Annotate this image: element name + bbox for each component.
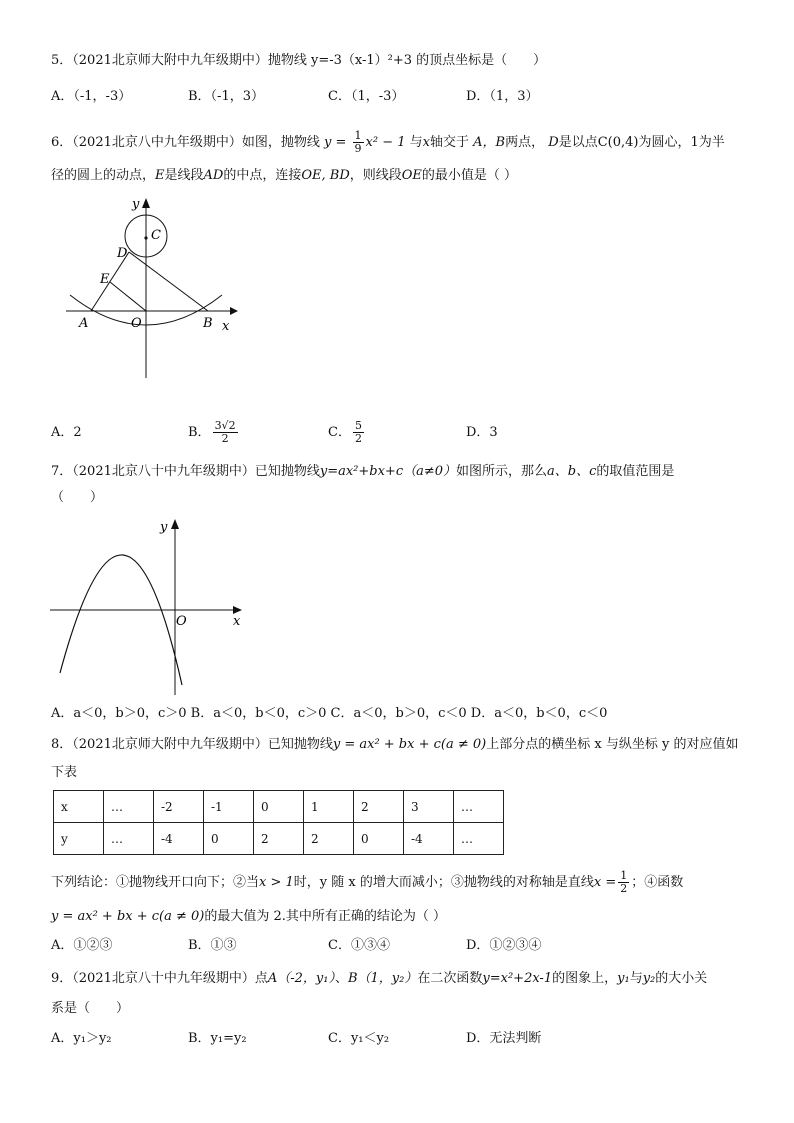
q9-option-b: B．y₁=y₂ xyxy=(188,1031,247,1046)
q8-conclusions: 下列结论：①抛物线开口向下；②当x > 1时，y 随 x 的增大而减小；③抛物线的对称轴是直线x = $\frac{1}{2}$ ；④函数 xyxy=(51,869,684,895)
q8-stem-line2: 下表 xyxy=(51,765,78,780)
q6-segment-bd xyxy=(129,252,208,311)
q6-option-d: D．3 xyxy=(466,425,498,440)
q5-option-c: C．（1，-3） xyxy=(328,89,405,104)
q6-option-a: A．2 xyxy=(51,425,82,440)
table-cell: 0 xyxy=(204,823,254,855)
q6-figure xyxy=(60,190,250,385)
table-row xyxy=(54,791,504,823)
q6-y-arrow xyxy=(142,198,150,208)
table-cell: 2 xyxy=(254,823,304,855)
q6-fraction: $\frac{1}{9}$ xyxy=(354,129,362,155)
q9-stem-line2: 系是（ ） xyxy=(51,1001,130,1016)
q6-label-x: x xyxy=(222,319,230,334)
q6-label-d: D xyxy=(117,246,128,261)
q6-label-e: E xyxy=(100,272,110,287)
table-cell: 2 xyxy=(354,791,404,823)
table-cell: … xyxy=(104,791,154,823)
q7-label-o: O xyxy=(176,614,187,629)
q7-paren: （ ） xyxy=(51,490,104,505)
table-cell: -2 xyxy=(154,791,204,823)
table-row xyxy=(54,823,504,855)
q5-stem: 5．（2021北京师大附中九年级期中）抛物线 y=-3（x-1）²+3 的顶点坐标是（ ） xyxy=(51,53,547,68)
q6-stem-line1: 6．（2021北京八中九年级期中）如图，抛物线 y = $\frac{1}{9}$ x² − 1 与x轴交于 A，B两点， D是以点C(0,4)为圆心，1为半 xyxy=(51,129,725,155)
q8-stem-line3: y = ax² + bx + c(a ≠ 0)的最大值为 2.其中所有正确的结论为（ ） xyxy=(51,909,447,924)
q5-option-a: A．（-1，-3） xyxy=(51,89,132,104)
q6-x-arrow xyxy=(230,307,238,315)
q6-label-o: O xyxy=(131,316,142,331)
q8-option-c: C．①③④ xyxy=(328,938,390,953)
q9-stem: 9．（2021北京八十中九年级期中）点A（-2，y₁）、B（1，y₂）在二次函数y=x²+2x-1的图象上，y₁与y₂的大小关 xyxy=(51,971,708,986)
q6-option-c: C． $\frac{5}{2}$ xyxy=(328,419,362,445)
q6-label-c: C xyxy=(151,228,161,243)
q7-parabola xyxy=(60,555,182,685)
q6-center-point xyxy=(144,236,147,239)
table-cell: -4 xyxy=(404,823,454,855)
table-cell: 0 xyxy=(254,791,304,823)
table-cell: 0 xyxy=(354,823,404,855)
q6-stem-line2: 径的圆上的动点，E是线段AD的中点，连接OE, BD，则线段OE的最小值是（ ） xyxy=(51,168,518,183)
table-cell: y xyxy=(54,823,104,855)
q6-label-a: A xyxy=(79,316,89,331)
q5-option-b: B．（-1，3） xyxy=(188,89,264,104)
q7-y-arrow xyxy=(171,519,179,529)
table-cell: … xyxy=(104,823,154,855)
q6-segment-oe xyxy=(110,282,146,311)
q8-option-b: B．①③ xyxy=(188,938,237,953)
q7-label-y: y xyxy=(160,520,168,535)
table-cell: -1 xyxy=(204,791,254,823)
q9-option-c: C．y₁＜y₂ xyxy=(328,1031,390,1046)
q8-value-table xyxy=(53,790,504,855)
table-cell: x xyxy=(54,791,104,823)
q7-figure xyxy=(48,515,248,697)
table-cell: 1 xyxy=(304,791,354,823)
q8-option-d: D．①②③④ xyxy=(466,938,542,953)
q9-option-a: A．y₁＞y₂ xyxy=(51,1031,112,1046)
table-cell: -4 xyxy=(154,823,204,855)
q7-x-arrow xyxy=(233,606,242,614)
table-cell: … xyxy=(454,791,504,823)
q6-label-b: B xyxy=(203,316,213,331)
q6-label-y: y xyxy=(132,197,140,212)
table-cell: … xyxy=(454,823,504,855)
q6-option-b: B． $\frac{3√2}{2}$ xyxy=(188,419,236,445)
q9-option-d: D．无法判断 xyxy=(466,1031,542,1046)
q8-stem: 8．（2021北京师大附中九年级期中）已知抛物线y = ax² + bx + c(a ≠ 0)上部分点的横坐标 x 与纵坐标 y 的对应值如 xyxy=(51,737,739,752)
table-cell: 2 xyxy=(304,823,354,855)
q7-stem: 7．（2021北京八十中九年级期中）已知抛物线y=ax²+bx+c（a≠0）如图所示，那么a、b、c的取值范围是 xyxy=(51,464,675,479)
q5-option-d: D．（1，3） xyxy=(466,89,539,104)
q7-options: A．a＜0，b＞0，c＞0 B．a＜0，b＜0，c＞0 C．a＜0，b＞0，c＜0 D．a＜0，b＜0，c＜0 xyxy=(51,706,608,721)
table-cell: 3 xyxy=(404,791,454,823)
q8-option-a: A．①②③ xyxy=(51,938,113,953)
q7-label-x: x xyxy=(233,614,241,629)
